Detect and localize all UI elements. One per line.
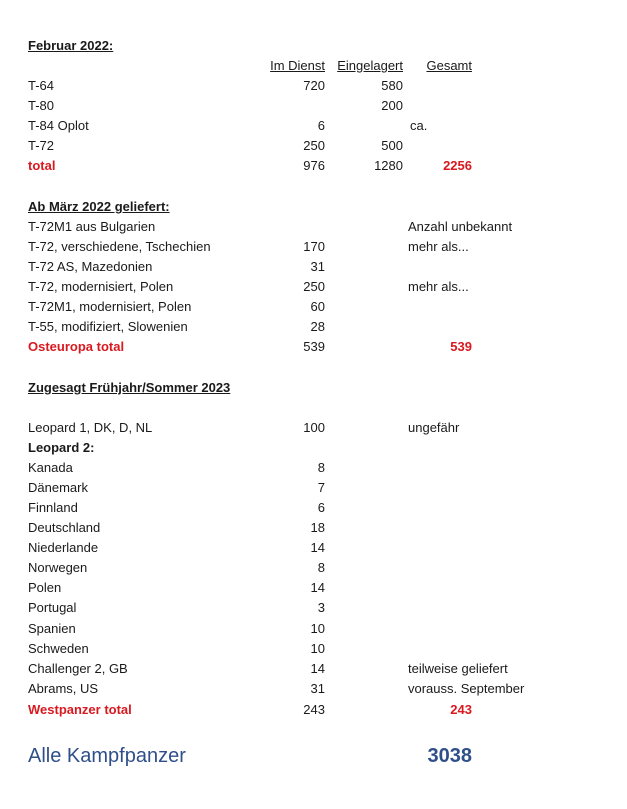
table-row — [0, 518, 627, 538]
row-label: Norwegen — [28, 560, 88, 575]
row-label: T-72, modernisiert, Polen — [28, 279, 174, 294]
im-dienst-value: 250 — [303, 138, 325, 153]
total-eingelagert: 1280 — [374, 158, 403, 173]
row-value: 31 — [310, 259, 325, 274]
row-label: T-72 — [28, 138, 55, 153]
row-label: T-64 — [28, 78, 55, 93]
row-label: T-72, verschiedene, Tschechien — [28, 239, 211, 254]
section-promised-heading-row — [0, 378, 627, 398]
section-heading: Ab März 2022 geliefert: — [28, 199, 170, 214]
row-label: Deutschland — [28, 520, 101, 535]
row-label: Spanien — [28, 621, 76, 636]
table-row — [0, 257, 627, 277]
row-label: Portugal — [28, 600, 77, 615]
row-value: 6 — [317, 500, 325, 515]
row-label: T-72M1 aus Bulgarien — [28, 219, 156, 234]
table-row — [0, 136, 627, 156]
row-note: ungefähr — [408, 420, 460, 435]
row-label: Dänemark — [28, 480, 88, 495]
row-note: Anzahl unbekannt — [408, 219, 513, 234]
row-value: 8 — [317, 460, 325, 475]
table-row — [0, 598, 627, 618]
column-header-eingelagert: Eingelagert — [337, 58, 403, 73]
row-value: 170 — [303, 239, 325, 254]
row-note: ca. — [410, 118, 428, 133]
row-label: Niederlande — [28, 540, 99, 555]
table-row — [0, 679, 627, 699]
total-gesamt: 539 — [450, 339, 472, 354]
section-heading: Zugesagt Frühjahr/Sommer 2023 — [28, 380, 231, 395]
section-heading: Februar 2022: — [28, 38, 114, 53]
table-row — [0, 538, 627, 558]
table-row — [0, 619, 627, 639]
table-row — [0, 116, 627, 136]
row-label: Polen — [28, 580, 62, 595]
row-note: mehr als... — [408, 279, 469, 294]
leopard2-subheading: Leopard 2: — [28, 440, 95, 455]
total-label: total — [28, 158, 56, 173]
row-label: T-80 — [28, 98, 55, 113]
table-row — [0, 237, 627, 257]
row-value: 28 — [310, 319, 325, 334]
table-row — [0, 96, 627, 116]
row-label: Challenger 2, GB — [28, 661, 128, 676]
row-value: 14 — [310, 580, 325, 595]
table-row — [0, 558, 627, 578]
total-label: Westpanzer total — [28, 702, 132, 717]
row-value: 10 — [310, 641, 325, 656]
eingelagert-value: 580 — [381, 78, 403, 93]
row-label: Kanada — [28, 460, 73, 475]
table-row — [0, 498, 627, 518]
total-value: 539 — [303, 339, 325, 354]
row-label: T-72 AS, Mazedonien — [28, 259, 153, 274]
total-im-dienst: 976 — [303, 158, 325, 173]
total-label: Osteuropa total — [28, 339, 125, 354]
table-row — [0, 659, 627, 679]
row-note: vorauss. September — [408, 681, 525, 696]
row-note: mehr als... — [408, 239, 469, 254]
total-row — [0, 700, 627, 720]
row-label: Abrams, US — [28, 681, 99, 696]
grand-total-label: Alle Kampfpanzer — [28, 745, 186, 767]
table-row — [0, 458, 627, 478]
row-value: 18 — [310, 520, 325, 535]
grand-total-row — [0, 741, 627, 771]
table-row — [0, 76, 627, 96]
total-gesamt: 2256 — [443, 158, 472, 173]
row-note: teilweise geliefert — [408, 661, 508, 676]
column-header-im-dienst: Im Dienst — [270, 58, 325, 73]
table-row — [0, 418, 627, 438]
row-value: 14 — [310, 540, 325, 555]
row-value: 7 — [317, 480, 325, 495]
table-row — [0, 639, 627, 659]
row-label: Finnland — [28, 500, 78, 515]
im-dienst-value: 720 — [303, 78, 325, 93]
table-row — [0, 478, 627, 498]
row-value: 10 — [310, 621, 325, 636]
row-value: 100 — [303, 420, 325, 435]
row-value: 60 — [310, 299, 325, 314]
table-row — [0, 317, 627, 337]
row-label: Leopard 1, DK, D, NL — [28, 420, 153, 435]
eingelagert-value: 200 — [381, 98, 403, 113]
row-value: 31 — [310, 681, 325, 696]
table-row — [0, 217, 627, 237]
row-value: 250 — [303, 279, 325, 294]
table-row — [0, 277, 627, 297]
column-header-row — [0, 56, 627, 76]
total-row — [0, 156, 627, 176]
eingelagert-value: 500 — [381, 138, 403, 153]
total-gesamt: 243 — [450, 702, 472, 717]
section-feb2022-heading-row — [0, 36, 627, 56]
row-label: T-55, modifiziert, Slowenien — [28, 319, 188, 334]
subheading-row — [0, 438, 627, 458]
im-dienst-value: 6 — [317, 118, 325, 133]
table-row — [0, 297, 627, 317]
row-label: T-84 Oplot — [28, 118, 89, 133]
row-value: 3 — [317, 600, 325, 615]
row-value: 14 — [310, 661, 325, 676]
section-delivered-heading-row — [0, 197, 627, 217]
total-row — [0, 337, 627, 357]
grand-total-value: 3038 — [427, 745, 472, 767]
table-row — [0, 578, 627, 598]
row-label: T-72M1, modernisiert, Polen — [28, 299, 192, 314]
total-value: 243 — [303, 702, 325, 717]
row-label: Schweden — [28, 641, 89, 656]
column-header-gesamt: Gesamt — [426, 58, 472, 73]
row-value: 8 — [317, 560, 325, 575]
